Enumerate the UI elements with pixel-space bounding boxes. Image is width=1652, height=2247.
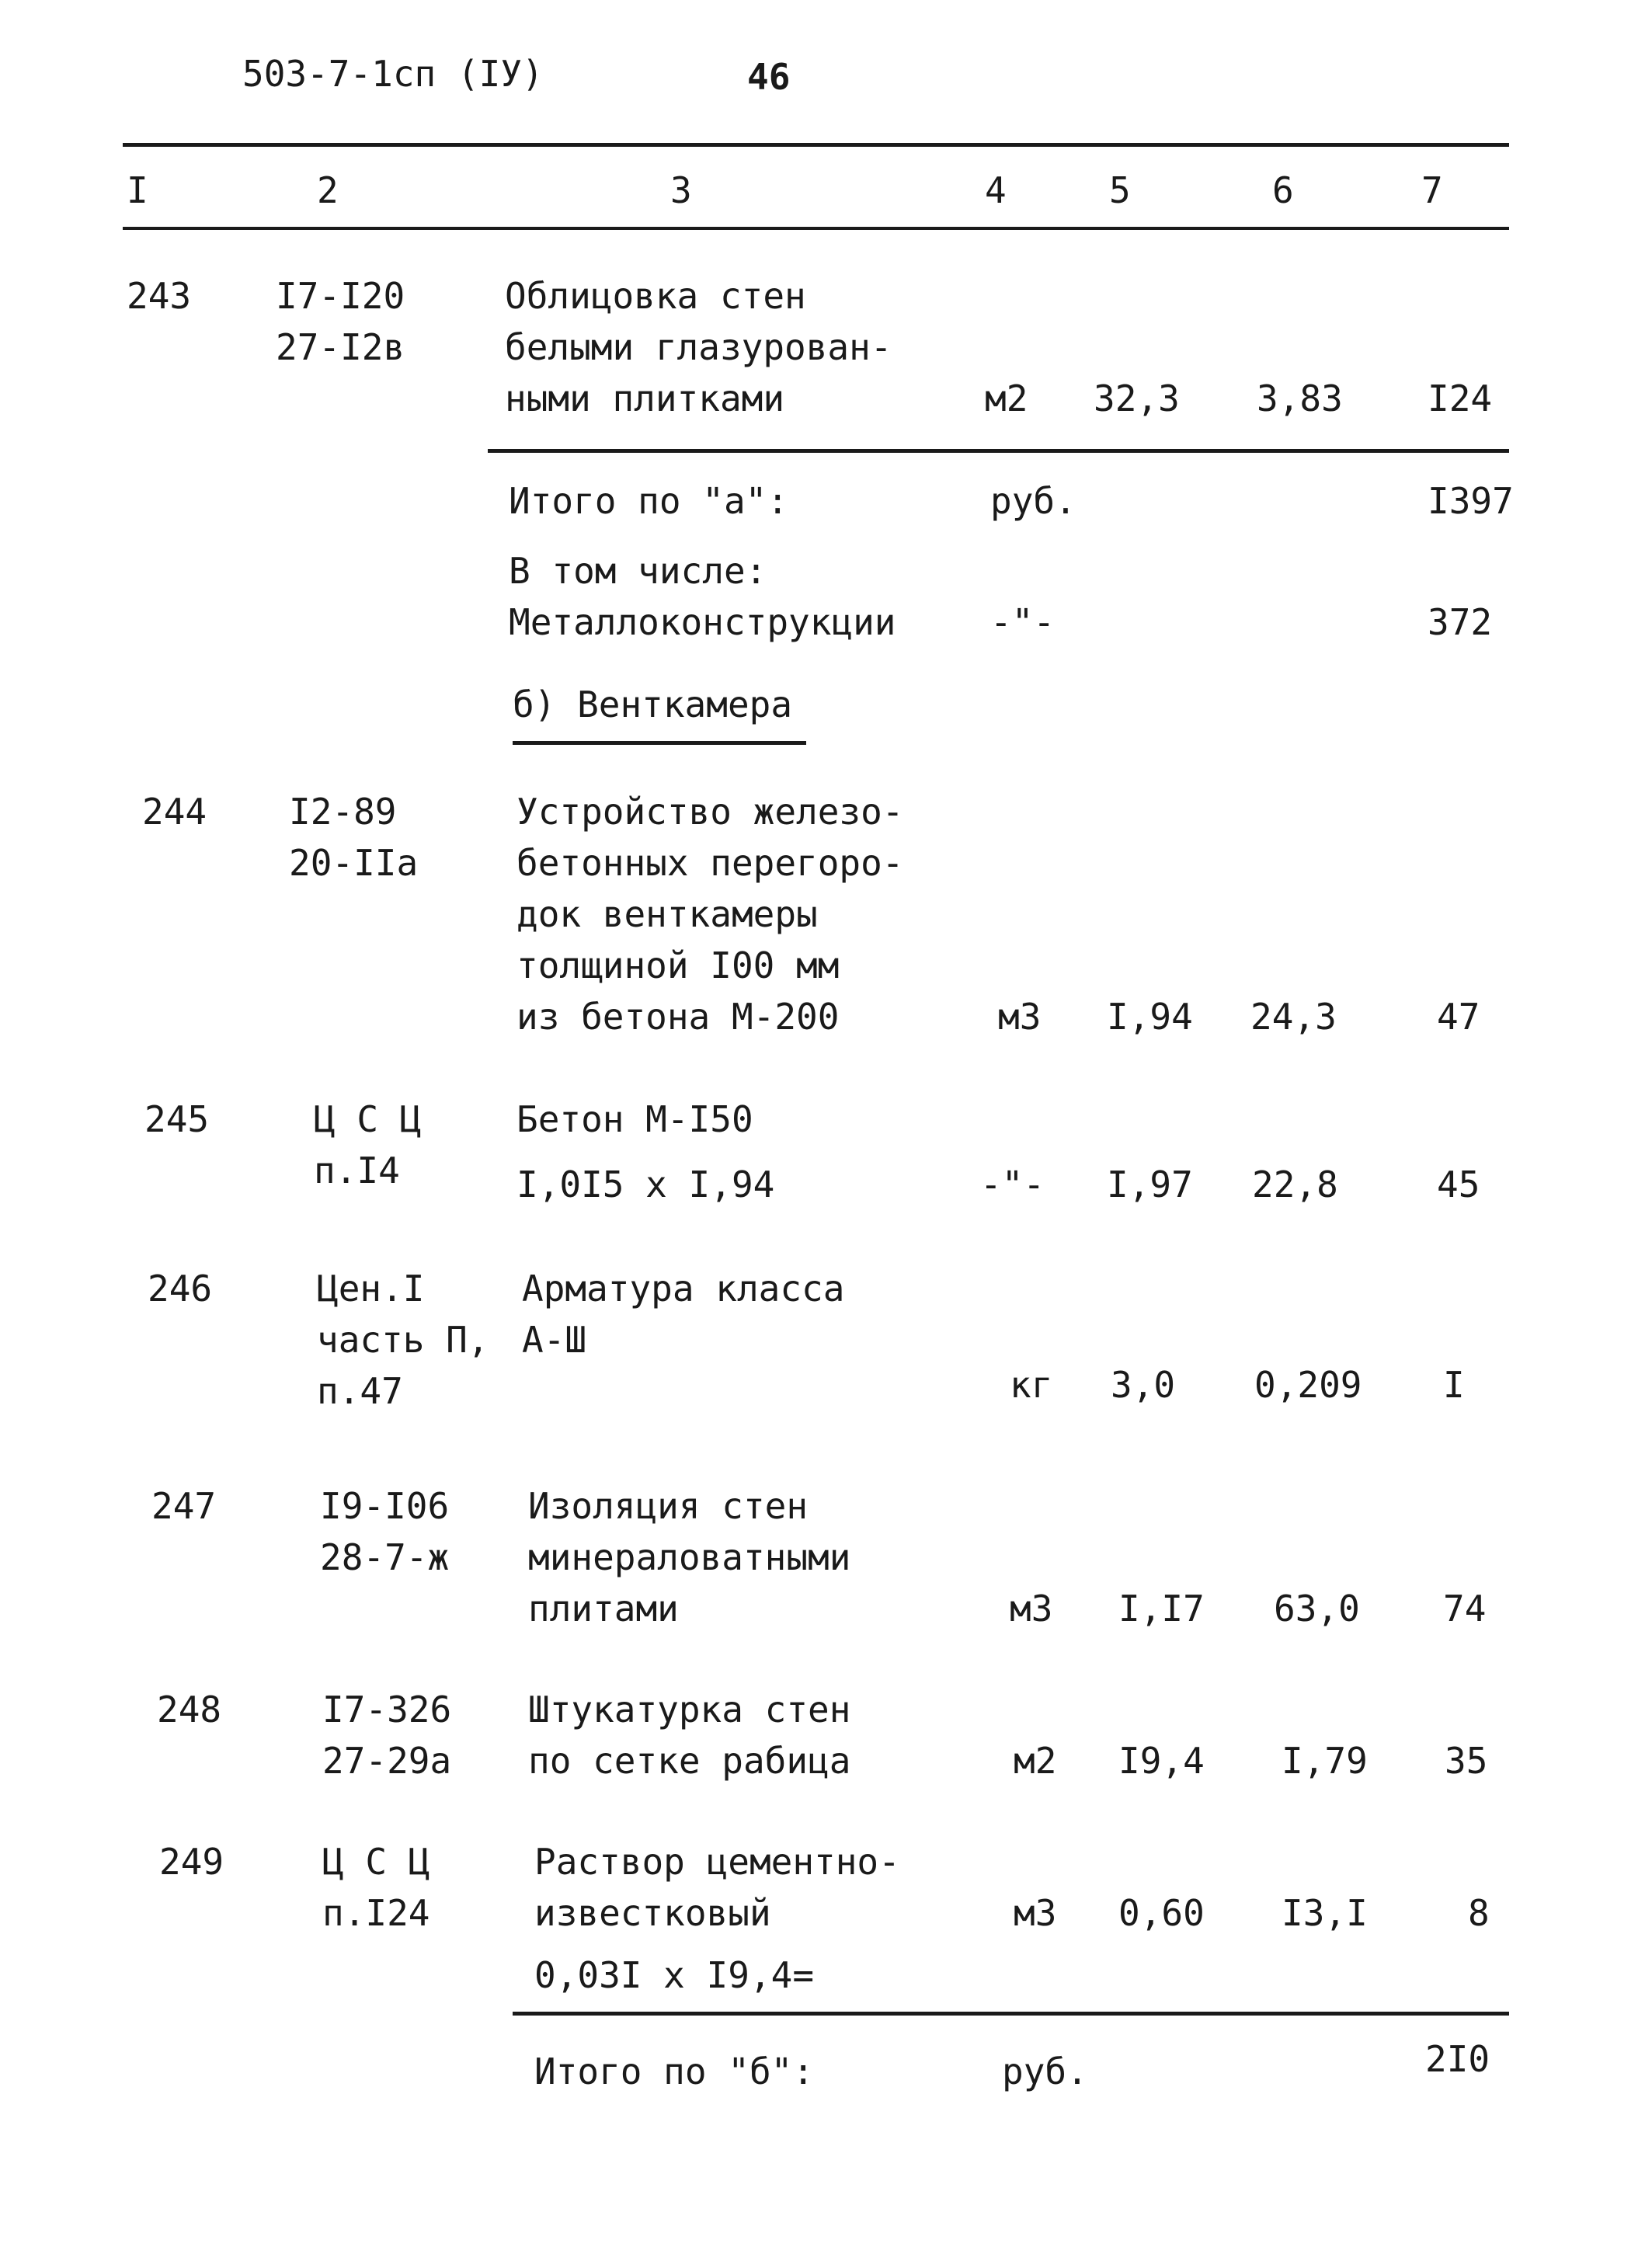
norm-code: I7-I20 [276,275,405,317]
unit: м2 [985,377,1028,419]
quantity: 3,0 [1111,1364,1176,1406]
total: 35 [1445,1740,1488,1782]
unit: м3 [1010,1588,1053,1630]
item-description: Облицовка стен [505,275,806,317]
subtotal-b-rule [513,2012,1509,2016]
column-header-6: 6 [1272,169,1294,211]
item-description: плитами [528,1588,679,1630]
item-description: толщиной I00 мм [516,944,840,986]
unit-price: 3,83 [1257,377,1343,419]
total: I24 [1428,377,1493,419]
norm-code: I2-89 [289,791,397,833]
quantity: 0,60 [1118,1892,1205,1934]
norm-code: п.I4 [314,1150,400,1191]
subtotal-label: Итого по "а": [509,480,789,522]
table-top-rule [123,143,1509,147]
unit: м3 [1014,1892,1057,1934]
norm-code: I7-326 [322,1689,452,1730]
item-description: минераловатными [528,1536,851,1578]
row-number: 247 [151,1485,217,1527]
norm-code: 27-29a [322,1740,452,1782]
including-label: В том числе: [509,550,767,592]
column-header-4: 4 [985,169,1007,211]
quantity: I,94 [1107,996,1193,1038]
total: 8 [1468,1892,1490,1934]
norm-code: Ц С Ц [314,1098,422,1140]
norm-code: 20-IIa [289,842,419,884]
including-unit: -"- [990,601,1056,643]
norm-code: I9-I06 [320,1485,450,1527]
item-description: Штукатурка стен [528,1689,851,1730]
item-description: ными плитками [505,377,785,419]
row-number: 248 [157,1689,222,1730]
row-number: 246 [148,1268,213,1310]
section-heading-underline [513,741,806,745]
table-header-rule [123,227,1509,230]
item-description: I,0I5 x I,94 [516,1164,775,1205]
row-number: 244 [142,791,207,833]
subtotal-label: Итого по "б": [534,2050,815,2092]
item-description: Изоляция стен [528,1485,809,1527]
norm-code: часть П, [317,1319,489,1361]
subtotal-unit: руб. [990,480,1076,522]
row-number: 245 [144,1098,210,1140]
norm-code: Цен.I [317,1268,425,1310]
quantity: 32,3 [1094,377,1180,419]
including-total: 372 [1428,601,1493,643]
unit-price: I3,I [1282,1892,1368,1934]
item-description: из бетона М-200 [516,996,840,1038]
unit-price: 22,8 [1252,1164,1338,1205]
column-header-2: 2 [317,169,339,211]
unit: кг [1010,1364,1053,1406]
item-description: Бетон М-I50 [516,1098,753,1140]
including-item: Металлоконструкции [509,601,896,643]
row-number: 249 [159,1841,224,1883]
column-header-5: 5 [1109,169,1131,211]
unit-price: 24,3 [1250,996,1337,1038]
unit-price: 63,0 [1274,1588,1360,1630]
norm-code: 27-I2в [276,326,405,368]
total: 47 [1437,996,1480,1038]
unit: м3 [998,996,1042,1038]
norm-code: Ц С Ц [322,1841,430,1883]
unit: -"- [980,1164,1045,1205]
subtotal-total: 2I0 [1425,2038,1490,2080]
quantity: I,97 [1107,1164,1193,1205]
document-code: 503-7-1сп (IУ) [242,53,544,95]
total: 74 [1443,1588,1487,1630]
column-header-1: I [127,169,148,211]
column-header-3: 3 [670,169,692,211]
unit-price: I,79 [1282,1740,1368,1782]
item-description: док венткамеры [516,893,818,935]
norm-code: п.I24 [322,1892,430,1934]
section-heading: б) Венткамера [513,683,793,725]
item-description: Арматура класса [522,1268,845,1310]
item-description: Раствор цементно- [534,1841,900,1883]
row-number: 243 [127,275,192,317]
total: I [1443,1364,1465,1406]
item-description: белыми глазурован- [505,326,892,368]
norm-code: п.47 [317,1370,403,1412]
item-description: по сетке рабица [528,1740,851,1782]
unit: м2 [1014,1740,1057,1782]
norm-code: 28-7-ж [320,1536,450,1578]
subtotal-a-rule [488,449,1509,453]
subtotal-unit: руб. [1002,2050,1088,2092]
quantity: I,I7 [1118,1588,1205,1630]
item-description: A-Ш [522,1319,587,1361]
page-number: 46 [747,56,791,98]
item-description: бетонных перегоро- [516,842,904,884]
quantity: I9,4 [1118,1740,1205,1782]
item-description: Устройство железо- [516,791,904,833]
unit-price: 0,209 [1254,1364,1362,1406]
total: 45 [1437,1164,1480,1205]
item-description: известковый [534,1892,771,1934]
calculation: 0,03I x I9,4= [534,1954,815,1996]
subtotal-total: I397 [1428,480,1514,522]
column-header-7: 7 [1421,169,1443,211]
